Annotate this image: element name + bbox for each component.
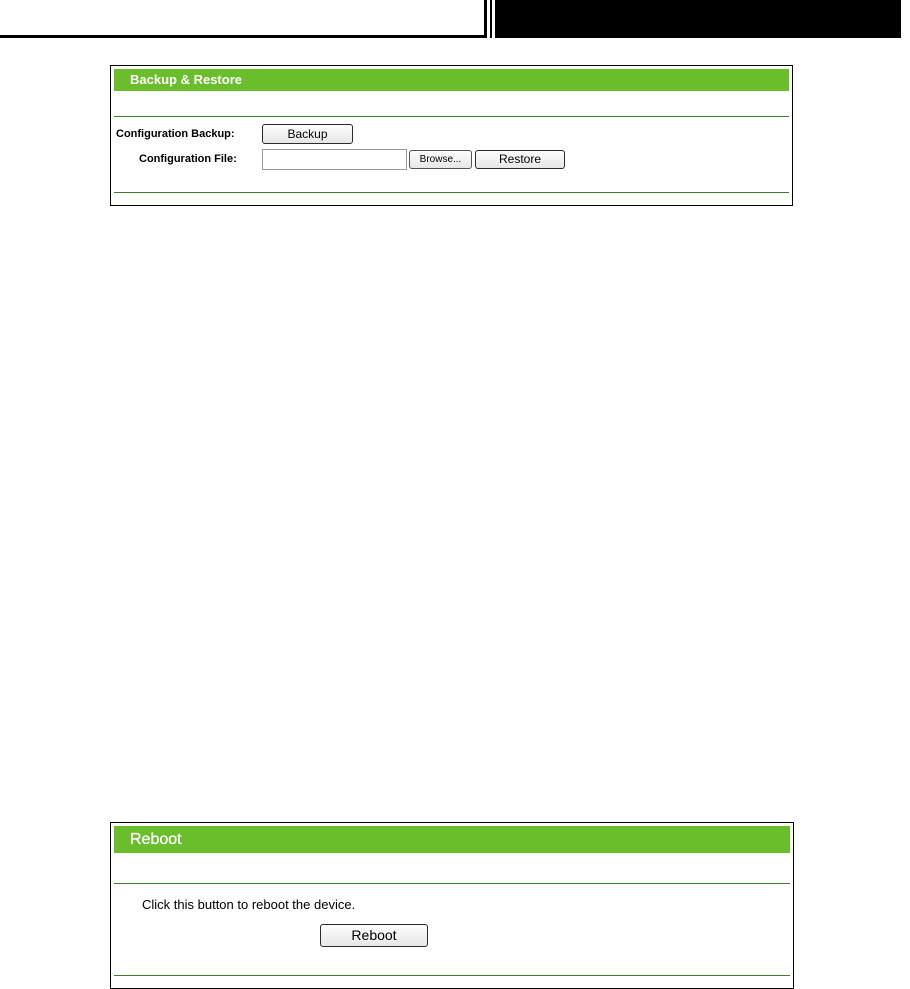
backup-restore-panel [110,65,793,206]
config-file-label: Configuration File: [139,153,237,165]
reboot-panel [110,822,794,989]
browse-button[interactable]: Browse... [409,150,472,169]
reboot-button[interactable]: Reboot [320,924,428,947]
panel-divider [114,975,790,976]
config-backup-label: Configuration Backup: [116,128,235,140]
header-rule [0,35,484,38]
panel-divider [114,192,789,193]
backup-button[interactable]: Backup [262,124,353,144]
reboot-description: Click this button to reboot the device. [142,897,356,912]
header-separator [484,0,487,38]
config-file-field[interactable] [262,149,407,170]
header-bar [495,0,901,38]
panel-title: Backup & Restore [114,69,789,91]
header-separator [490,0,492,38]
document-header [0,0,910,42]
panel-divider [114,116,789,117]
panel-title: Reboot [114,826,790,853]
panel-divider [114,883,790,884]
restore-button[interactable]: Restore [475,150,565,169]
